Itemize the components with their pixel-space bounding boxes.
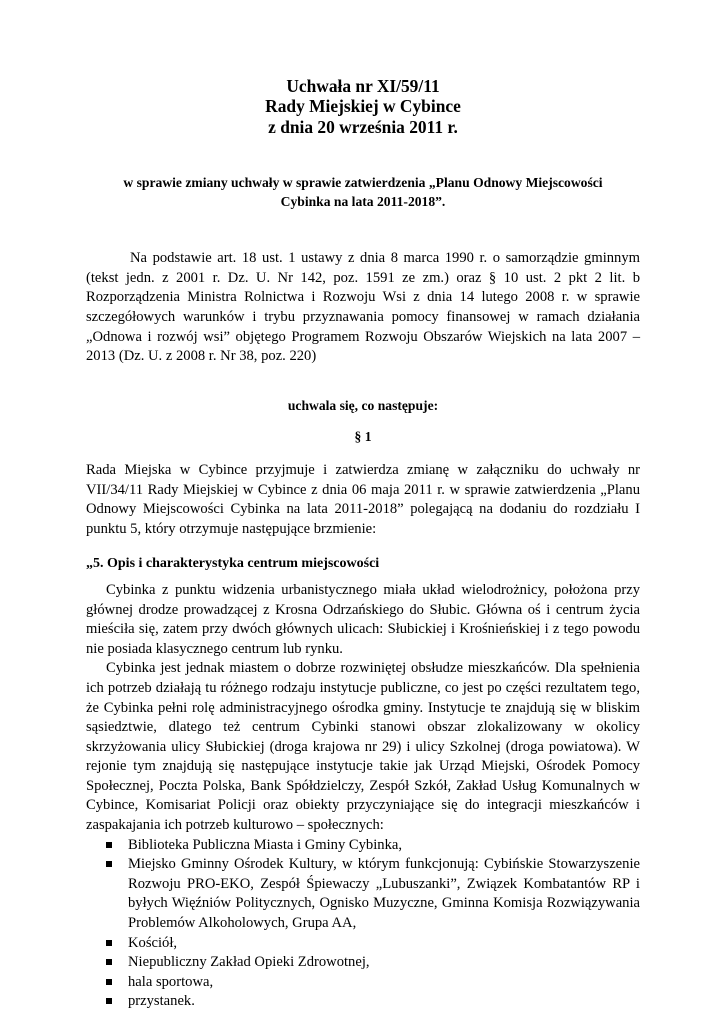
- facilities-list: [86, 836, 640, 1012]
- resolution-heading: uchwala się, co następuje:: [287, 397, 439, 413]
- subject-line-1: w sprawie zmiany uchwały w sprawie zatwierdzenia „Planu Odnowy Miejscowości: [123, 175, 603, 191]
- title-line-council: Rady Miejskiej w Cybince: [265, 96, 461, 117]
- square-bullet-icon: [106, 940, 112, 946]
- square-bullet-icon: [106, 842, 112, 848]
- list-item-text: przystanek.: [128, 993, 195, 1010]
- list-item: [86, 855, 640, 933]
- title-line-number: Uchwała nr XI/59/11: [286, 76, 440, 96]
- paragraph-1-text: Rada Miejska w Cybince przyjmuje i zatwierdza zmianę w załączniku do uchwały nr VII/34/11 Rady Miejskiej w Cybince z dnia 06 maja 2011 r. w sprawie zatwierdzenia „Planu Odnowy Miejscowości Cybinka na lata 2011-2018” polegającą na dodaniu do rozdziału I punktu 5, który otrzymuje następujące brzmienie:: [86, 461, 640, 537]
- resolution-title: [86, 76, 640, 137]
- list-item: [86, 836, 640, 856]
- list-item: [86, 992, 640, 1012]
- square-bullet-icon: [106, 998, 112, 1004]
- list-item: [86, 973, 640, 993]
- section-5-paragraph-1: Cybinka z punktu widzenia urbanistycznego miała układ wielodrożnicy, położona przy głównej drodze prowadzącej z Krosna Odrzańskiego do Słubic. Główna oś i centrum życia mieściła się, zatem przy dwóch głównych ulicach: Słubickiej i Krośnieńskiej i z tego powodu nie posiada klasycznego centrum lub rynku.: [86, 581, 640, 657]
- list-item-text: Niepubliczny Zakład Opieki Zdrowotnej,: [128, 954, 370, 971]
- title-line-date: z dnia 20 września 2011 r.: [268, 116, 458, 137]
- section-5-paragraph-2: Cybinka jest jednak miastem o dobrze rozwiniętej obsłudze mieszkańców. Dla spełnienia ich potrzeb działają tu różnego rodzaju instytucje publiczne, co jest po części rezultatem tego, że Cybinka pełni rolę administracyjnego ośrodka gminy. Instytucje te znajdują się w bliskim sąsiedztwie, dlatego też centrum Cybinki stanowi obszar zlokalizowany w okolicy skrzyżowania ulicy Słubickiej (droga krajowa nr 29) i ulicy Szkolnej (droga powiatowa). W rejonie tym znajdują się następujące instytucje takie jak Urząd Miejski, Ośrodek Pomocy Społecznej, Poczta Polska, Bank Spółdzielczy, Zespół Szkół, Zakład Usług Komunalnych w Cybince, Komisariat Policji oraz obiekty przyczyniające się do integracji mieszkańców i zaspakajania ich potrzeb kulturowo – społecznych:: [86, 660, 640, 834]
- list-item-text: Miejsko Gminny Ośrodek Kultury, w którym funkcjonują: Cybińskie Stowarzyszenie Rozwoju PRO-EKO, Zespół Śpiewaczy „Lubuszanki”, Związek Kombatantów RP i byłych Więźniów Politycznych, Ognisko Muzyczne, Gminna Komisja Rozwiązywania Problemów Alkoholowych, Grupa AA,: [128, 856, 640, 932]
- legal-basis-paragraph: Na podstawie art. 18 ust. 1 ustawy z dnia 8 marca 1990 r. o samorządzie gminnym (tekst jedn. z 2001 r. Dz. U. Nr 142, poz. 1591 ze zm.) oraz § 10 ust. 2 pkt 2 lit. b Rozporządzenia Ministra Rolnictwa i Rozwoju Wsi z dnia 14 lutego 2008 r. w sprawie szczegółowych warunków i trybu przyznawania pomocy finansowej w ramach działania „Odnowa i rozwój wsi” objętego Programem Rozwoju Obszarów Wiejskich na lata 2007 – 2013 (Dz. U. z 2008 r. Nr 38, poz. 220): [86, 250, 640, 365]
- square-bullet-icon: [106, 861, 112, 867]
- resolution-subject: [86, 173, 640, 211]
- list-item-text: Biblioteka Publiczna Miasta i Gminy Cybinka,: [128, 836, 403, 853]
- subject-line-2: Cybinka na lata 2011-2018”.: [280, 194, 446, 210]
- paragraph-1-mark: § 1: [354, 429, 372, 445]
- list-item-text: hala sportowa,: [128, 973, 214, 990]
- list-item: [86, 953, 640, 973]
- square-bullet-icon: [106, 979, 112, 985]
- square-bullet-icon: [106, 959, 112, 965]
- list-item-text: Kościół,: [128, 934, 178, 951]
- section-5-heading: „5. Opis i charakterystyka centrum miejscowości: [86, 556, 380, 572]
- list-item: [86, 934, 640, 954]
- document-page: [86, 76, 640, 1012]
